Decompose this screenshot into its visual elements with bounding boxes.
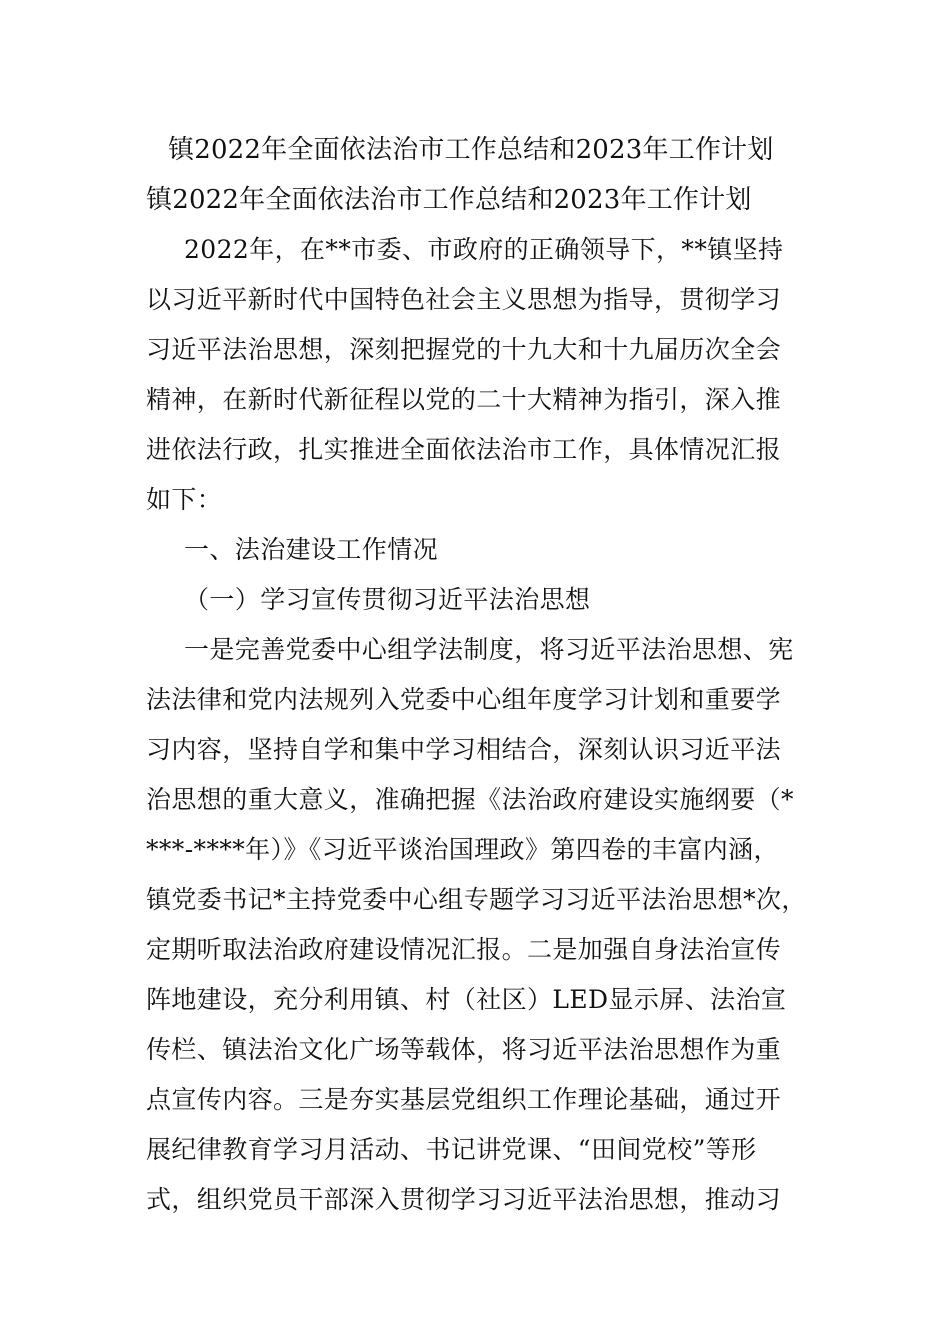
paragraph-line: 传栏、镇法治文化广场等载体，将习近平法治思想作为重 — [146, 1035, 782, 1064]
paragraph-line: 精神，在新时代新征程以党的二十大精神为指引，深入推 — [146, 385, 782, 414]
paragraph-line: 一是完善党委中心组学法制度，将习近平法治思想、宪 — [184, 635, 794, 664]
paragraph-line: 点宣传内容。三是夯实基层党组织工作理论基础，通过开 — [146, 1085, 782, 1114]
paragraph-line: 治思想的重大意义，准确把握《法治政府建设实施纲要（* — [146, 785, 794, 814]
paragraph-line: 进依法行政，扎实推进全面依法治市工作，具体情况汇报 — [146, 435, 782, 464]
section-heading: 一、法治建设工作情况 — [184, 535, 439, 564]
paragraph-line: 镇党委书记*主持党委中心组专题学习习近平法治思想*次， — [146, 885, 807, 914]
paragraph-line: 式，组织党员干部深入贯彻学习习近平法治思想，推动习 — [146, 1185, 782, 1214]
document-title-repeat: 镇2022年全面依法治市工作总结和2023年工作计划 — [146, 185, 752, 215]
paragraph-line: ***-****年）》《习近平谈治国理政》第四卷的丰富内涵， — [146, 835, 779, 864]
paragraph-line: 如下： — [146, 485, 223, 514]
paragraph-line: 2022年，在**市委、市政府的正确领导下，**镇坚持 — [184, 235, 784, 264]
paragraph-line: 展纪律教育学习月活动、书记讲党课、“田间党校”等形 — [146, 1135, 757, 1164]
paragraph-line: 习内容，坚持自学和集中学习相结合，深刻认识习近平法 — [146, 735, 782, 764]
paragraph-line: 定期听取法治政府建设情况汇报。二是加强自身法治宣传 — [146, 935, 782, 964]
paragraph-line: 以习近平新时代中国特色社会主义思想为指导，贯彻学习 — [146, 285, 782, 314]
paragraph-line: 阵地建设，充分利用镇、村（社区）LED显示屏、法治宣 — [146, 985, 787, 1014]
paragraph-line: 法法律和党内法规列入党委中心组年度学习计划和重要学 — [146, 685, 782, 714]
document-title: 镇2022年全面依法治市工作总结和2023年工作计划 — [168, 135, 774, 165]
subsection-heading: （一）学习宣传贯彻习近平法治思想 — [184, 585, 591, 614]
paragraph-line: 习近平法治思想，深刻把握党的十九大和十九届历次全会 — [146, 335, 782, 364]
